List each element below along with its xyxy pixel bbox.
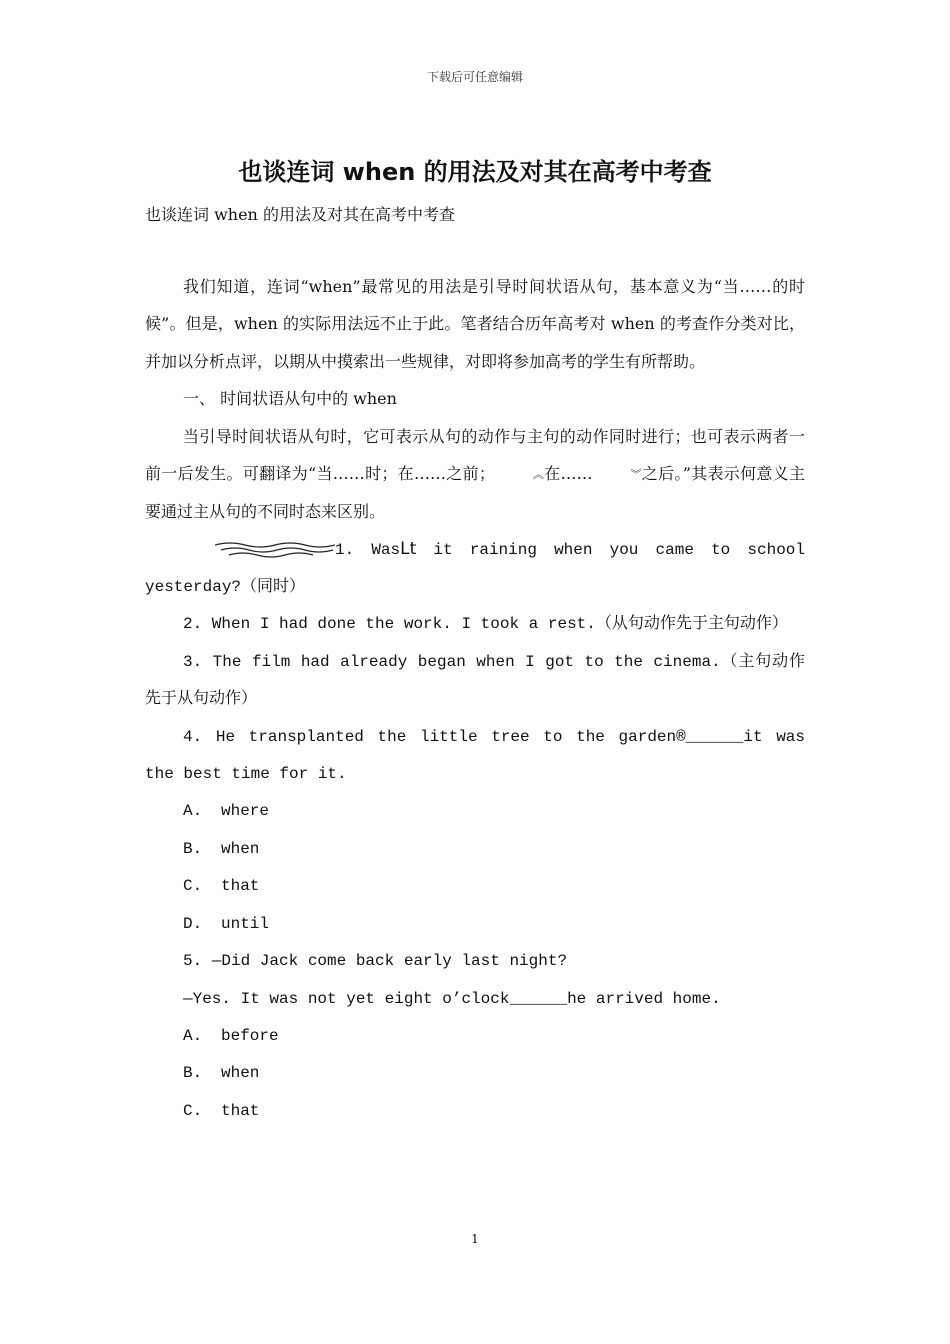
editor-mark-icon: ︾: [630, 467, 642, 481]
option-letter: B.: [183, 1064, 203, 1083]
option-text: before: [221, 1026, 279, 1045]
question-5-line-1: 5. —Did Jack come back early last night?: [183, 952, 568, 971]
q4-option-a: [145, 793, 805, 830]
option-text: where: [221, 802, 270, 821]
example-1-text-a: 1. Was: [335, 540, 401, 559]
option-letter: A.: [183, 802, 203, 821]
section-paragraph: [145, 418, 805, 531]
q5-option-a: [145, 1018, 805, 1055]
section-text-b: 在……: [543, 464, 593, 484]
document-title: 也谈连词 when 的用法及对其在高考中考查: [238, 158, 712, 186]
section-heading: 一、 时间状语从句中的 when: [183, 389, 397, 409]
option-letter: D.: [183, 914, 203, 933]
page-header: 下载后可任意编辑: [426, 70, 523, 84]
example-1-glyph: Lt: [400, 538, 417, 559]
page-number: 1: [471, 1232, 479, 1246]
q4-option-c: [145, 868, 805, 905]
option-letter: A.: [183, 1026, 203, 1045]
question-4: 4. He transplanted the little tree to the garden®______it was the best time for it.: [145, 727, 805, 784]
intro-paragraph: 我们知道，连词“when”最常见的用法是引导时间状语从句，基本意义为“当……的时候”。但是，when 的实际用法远不止于此。笔者结合历年高考对 when 的考查作分类对比，并加以分析点评，以期从中摸索出一些规律，对即将参加高考的学生有所帮助。: [145, 277, 805, 371]
squiggle-mark-icon: [215, 539, 335, 561]
option-text: when: [221, 839, 260, 858]
example-1-text-b: it raining when you came to school: [416, 540, 805, 559]
option-letter: B.: [183, 839, 203, 858]
example-1: [145, 531, 805, 569]
q4-option-b: [145, 831, 805, 868]
option-text: until: [221, 914, 270, 933]
q5-option-c: [145, 1093, 805, 1130]
question-5-line-2: —Yes. It was not yet eight o’clock______he arrived home.: [183, 989, 721, 1008]
document-subtitle: 也谈连词 when 的用法及对其在高考中考查: [145, 205, 455, 224]
q5-option-b: [145, 1055, 805, 1092]
q4-option-d: [145, 906, 805, 943]
editor-mark-icon: ︽: [532, 467, 544, 481]
example-1-continuation: yesterday?（同时）: [145, 578, 306, 597]
section-text-c: 之后。”其表示何意义主要通过主从句的不同时态来区别。: [145, 464, 805, 522]
option-letter: C.: [183, 1101, 203, 1120]
section-text-a: 当引导时间状语从句时，它可表示从句的动作与主句的动作同时进行；也可表示两者一前一后发生。可翻译为“当……时；在……之前；: [145, 426, 805, 484]
option-text: when: [221, 1064, 260, 1083]
option-text: that: [221, 1101, 260, 1120]
example-2: 2. When I had done the work. I took a rest.（从句动作先于主句动作）: [183, 615, 788, 634]
example-3: 3. The film had already began when I got to the cinema.（主句动作先于从句动作）: [145, 652, 805, 709]
option-letter: C.: [183, 877, 203, 896]
document-body: [145, 268, 805, 1130]
option-text: that: [221, 877, 260, 896]
